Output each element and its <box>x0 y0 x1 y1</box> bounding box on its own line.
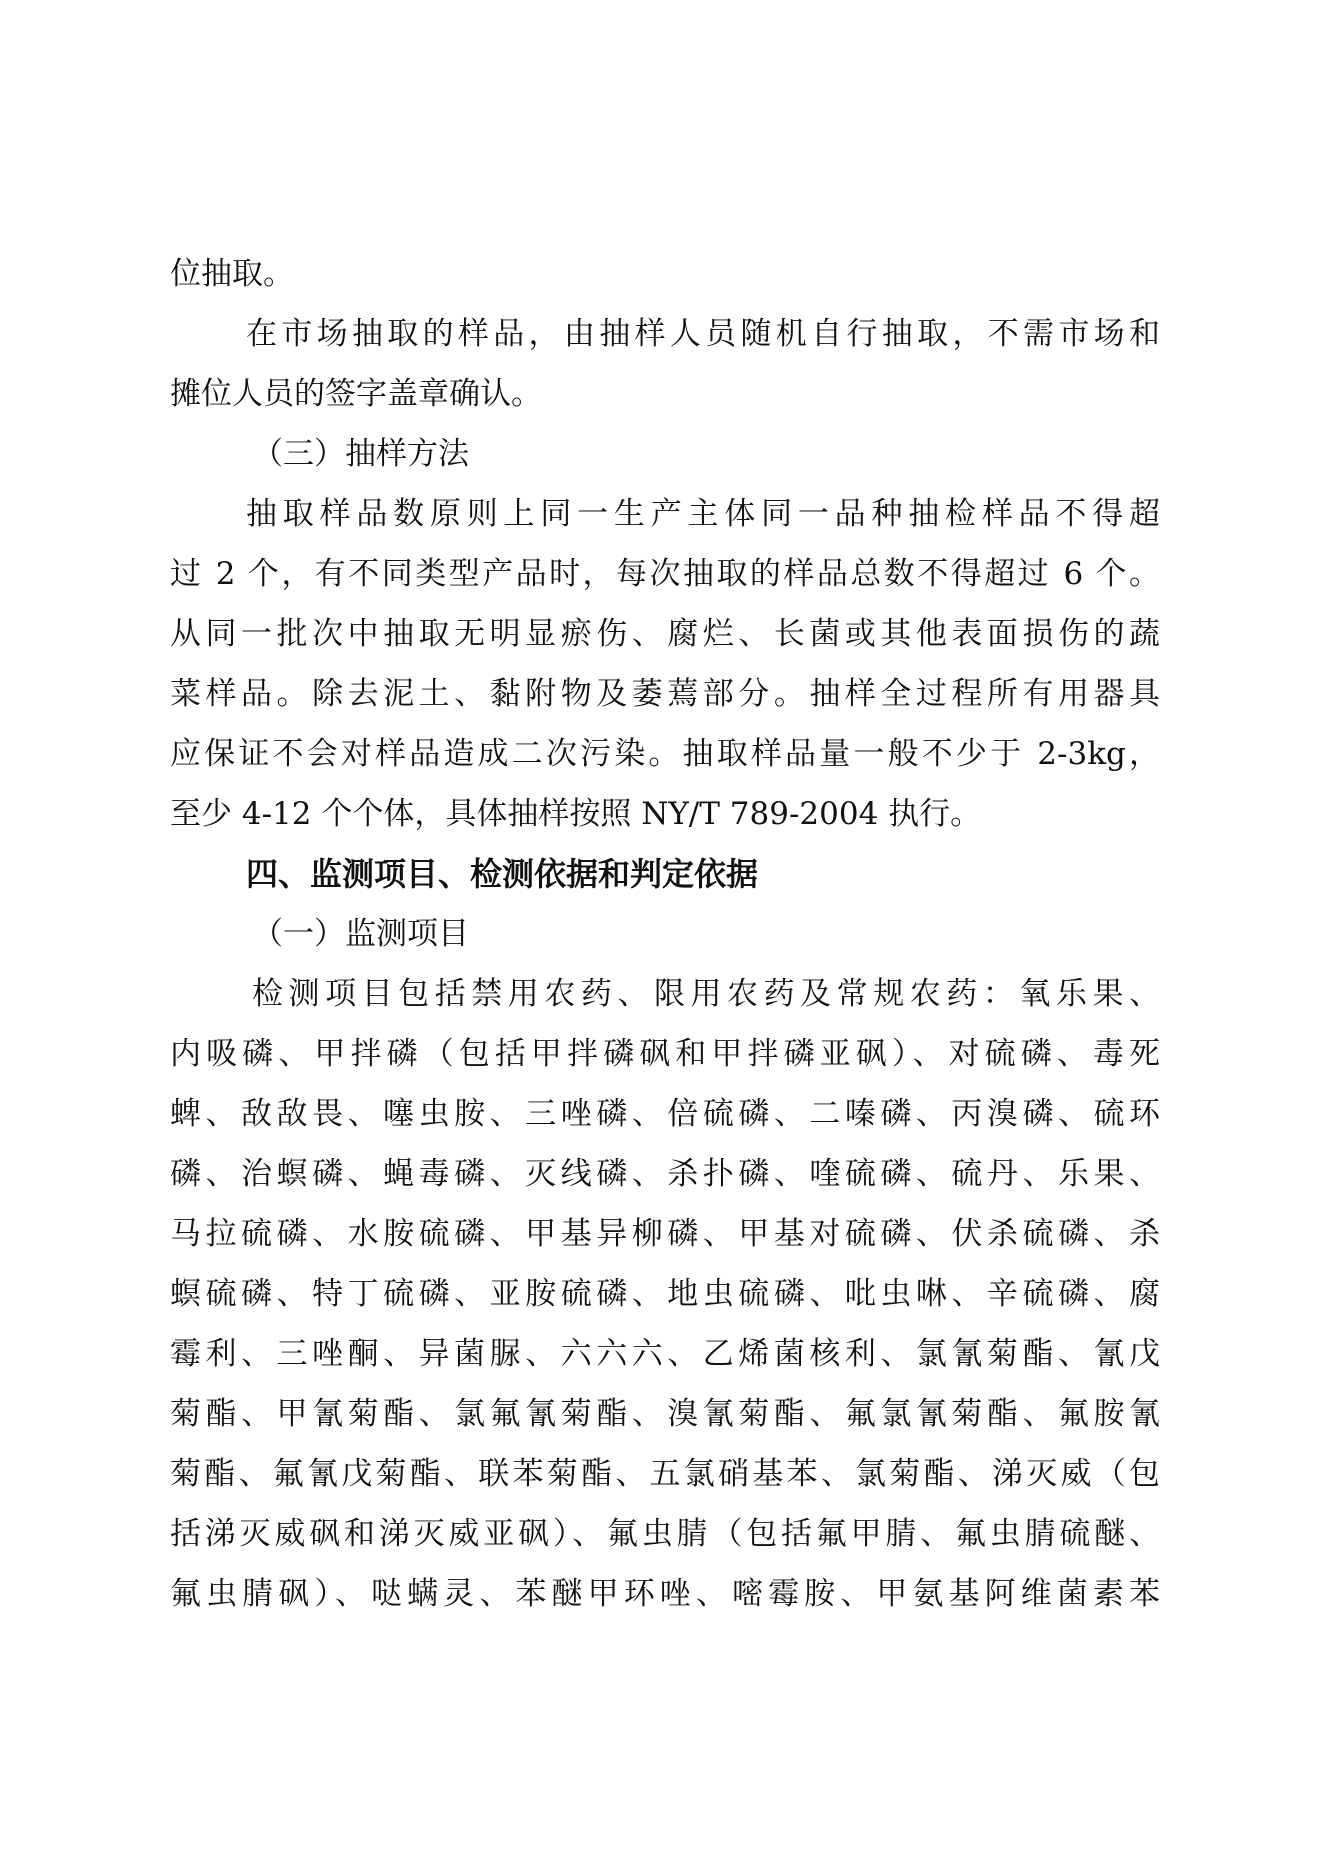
text-line: 括涕灭威砜和涕灭威亚砜）、氟虫腈（包括氟甲腈、氟虫腈硫醚、 <box>170 1516 1160 1552</box>
subsection-heading: （三）抽样方法 <box>252 436 469 472</box>
text-line: 应保证不会对样品造成二次污染。抽取样品量一般不少于 2-3kg， <box>170 736 1160 772</box>
text-line: 内吸磷、甲拌磷（包括甲拌磷砜和甲拌磷亚砜）、对硫磷、毒死 <box>170 1036 1160 1072</box>
text-line: 在市场抽取的样品，由抽样人员随机自行抽取，不需市场和 <box>246 316 1160 352</box>
text-line: 至少 4-12 个个体，具体抽样按照 NY/T 789-2004 执行。 <box>170 796 982 832</box>
text-line: 检测项目包括禁用农药、限用农药及常规农药：氧乐果、 <box>252 976 1160 1012</box>
text-line: 蜱、敌敌畏、噻虫胺、三唑磷、倍硫磷、二嗪磷、丙溴磷、硫环 <box>170 1096 1160 1132</box>
text-line: 磷、治螟磷、蝇毒磷、灭线磷、杀扑磷、喹硫磷、硫丹、乐果、 <box>170 1156 1160 1192</box>
text-line: 抽取样品数原则上同一生产主体同一品种抽检样品不得超 <box>246 496 1160 532</box>
text-line: 螟硫磷、特丁硫磷、亚胺硫磷、地虫硫磷、吡虫啉、辛硫磷、腐 <box>170 1276 1160 1312</box>
text-line: 霉利、三唑酮、异菌脲、六六六、乙烯菌核利、氯氰菊酯、氰戊 <box>170 1336 1160 1372</box>
text-line: 从同一批次中抽取无明显瘀伤、腐烂、长菌或其他表面损伤的蔬 <box>170 616 1160 652</box>
text-line: 氟虫腈砜）、哒螨灵、苯醚甲环唑、嘧霉胺、甲氨基阿维菌素苯 <box>170 1576 1160 1612</box>
text-line: 过 2 个，有不同类型产品时，每次抽取的样品总数不得超过 6 个。 <box>170 556 1160 592</box>
text-line: 马拉硫磷、水胺硫磷、甲基异柳磷、甲基对硫磷、伏杀硫磷、杀 <box>170 1216 1160 1252</box>
text-line: 位抽取。 <box>170 256 294 292</box>
text-line: 菊酯、甲氰菊酯、氯氟氰菊酯、溴氰菊酯、氟氯氰菊酯、氟胺氰 <box>170 1396 1160 1432</box>
text-line: 摊位人员的签字盖章确认。 <box>170 376 542 412</box>
section-heading: 四、监测项目、检测依据和判定依据 <box>246 855 759 893</box>
text-line: 菜样品。除去泥土、黏附物及萎蔫部分。抽样全过程所有用器具 <box>170 676 1160 712</box>
subsection-heading: （一）监测项目 <box>252 916 469 952</box>
text-line: 菊酯、氟氰戊菊酯、联苯菊酯、五氯硝基苯、氯菊酯、涕灭威（包 <box>170 1456 1160 1492</box>
